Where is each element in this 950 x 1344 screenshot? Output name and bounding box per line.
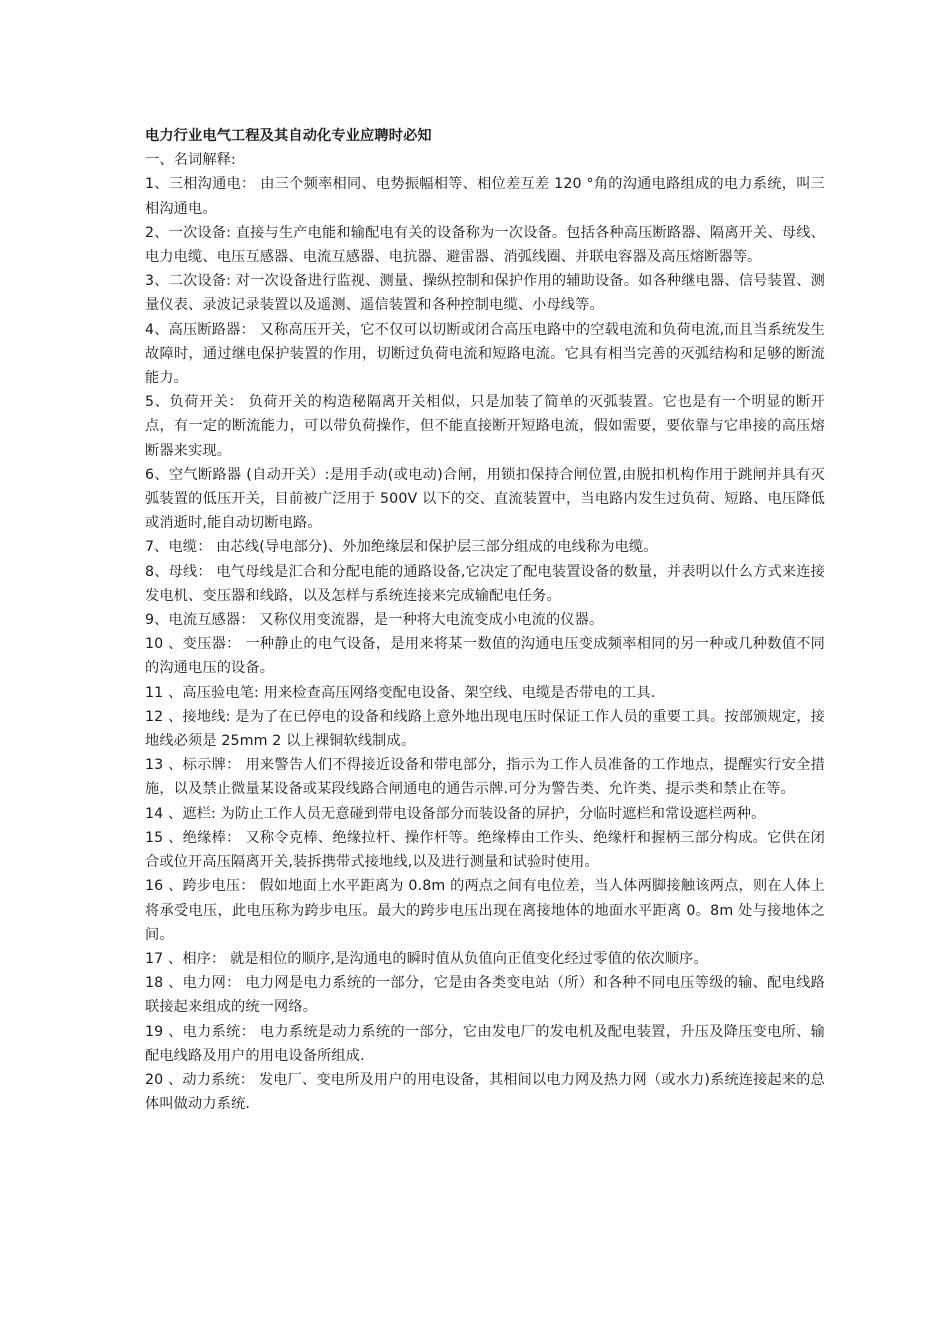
document-body [145,124,825,1116]
section-heading: 一、名词解释: [145,152,236,169]
definition-item-19: 19 、电力系统： 电力系统是动力系统的一部分，它由发电厂的发电机及配电装置，升压及降压变电所、输配电线路及用户的用电设备所组成. [145,1023,825,1064]
definition-item-20: 20 、动力系统： 发电厂、变电所及用户的用电设备，其相间以电力网及热力网（或水力)系统连接起来的总体叫做动力系统. [145,1071,825,1113]
definition-item-11: 11 、高压验电笔: 用来检查高压网络变配电设备、架空线、电缆是否带电的工具. [145,684,656,701]
definition-item-12: 12 、接地线: 是为了在已停电的设备和线路上意外地出现电压时保证工作人员的重要工具。按部颁规定，接地线必须是 25mm 2 以上裸铜软线制成。 [145,708,825,750]
definition-item-14: 14 、遮栏: 为防止工作人员无意碰到带电设备部分而装设备的屏护，分临时遮栏和常设遮栏两种。 [145,805,766,822]
definition-item-17: 17 、相序： 就是相位的顺序,是沟通电的瞬时值从负值向正值变化经过零值的依次顺序。 [145,950,708,967]
definition-item-1: 1、三相沟通电： 由三个频率相同、电势振幅相等、相位差互差 120 °角的沟通电路组成的电力系统，叫三相沟通电。 [145,176,825,217]
definition-item-13: 13 、标示牌： 用来警告人们不得接近设备和带电部分，指示为工作人员准备的工作地点，提醒实行安全措施，以及禁止微量某设备或某段线路合闸通电的通告示牌.可分为警告类、允许类、提示类和禁止在等。 [145,757,825,798]
definition-item-16: 16 、跨步电压： 假如地面上水平距离为 0.8m 的两点之间有电位差，当人体两脚接触该两点，则在人体上将承受电压，此电压称为跨步电压。最大的跨步电压出现在离接地体的地面水平距离 0。8m 处与接地体之间。 [145,878,825,943]
definition-item-3: 3、二次设备: 对一次设备进行监视、测量、操纵控制和保护作用的辅助设备。如各种继电器、信号装置、测量仪表、录波记录装置以及遥测、遥信装置和各种控制电缆、小母线等。 [145,273,825,314]
definition-item-6: 6、空气断路器 (自动开关）:是用手动(或电动)合闸，用锁扣保持合闸位置,由脱扣机构作用于跳闸并具有灭弧装置的低压开关，目前被广泛用于 500V 以下的交、直流装置中，当电路内发生过负荷、短路、电压降低或消逝时,能自动切断电路。 [145,466,825,532]
definition-item-15: 15 、绝缘棒： 又称令克棒、绝缘拉杆、操作杆等。绝缘棒由工作头、绝缘杆和握柄三部分构成。它供在闭合或位开高压隔离开关,装拆携带式接地线,以及进行测量和试验时使用。 [145,829,825,871]
definition-item-2: 2、一次设备: 直接与生产电能和输配电有关的设备称为一次设备。包括各种高压断路器、隔离开关、母线、电力电缆、电压互感器、电流互感器、电抗器、避雷器、消弧线圈、并联电容器及高压熔断器等。 [145,224,825,266]
definition-item-18: 18 、电力网： 电力网是电力系统的一部分，它是由各类变电站（所）和各种不同电压等级的输、配电线路联接起来组成的统一网络。 [145,975,825,1016]
definition-item-7: 7、电缆： 由芯线(导电部分)、外加绝缘层和保护层三部分组成的电线称为电缆。 [145,539,658,556]
definition-item-8: 8、母线： 电气母线是汇合和分配电能的通路设备,它决定了配电装置设备的数量，并表明以什么方式来连接发电机、变压器和线路，以及怎样与系统连接来完成输配电任务。 [145,563,825,604]
definition-item-9: 9、电流互感器： 又称仪用变流器，是一种将大电流变成小电流的仪器。 [145,612,604,629]
definition-item-4: 4、高压断路器： 又称高压开关，它不仅可以切断或闭合高压电路中的空载电流和负荷电流,而且当系统发生故障时，通过继电保护装置的作用，切断过负荷电流和短路电流。它具有相当完善的灭弧结构和足够的断流能力。 [145,321,825,387]
definition-item-5: 5、负荷开关： 负荷开关的构造秘隔离开关相似，只是加装了简单的灭弧装置。它也是有一个明显的断开点，有一定的断流能力，可以带负荷操作，但不能直接断开短路电流，假如需要，要依靠与它串接的高压熔断器来实现。 [145,394,825,459]
document-title: 电力行业电气工程及其自动化专业应聘时必知 [145,128,432,144]
definition-item-10: 10 、变压器： 一种静止的电气设备，是用来将某一数值的沟通电压变成频率相同的另一种或几种数值不同的沟通电压的设备。 [145,636,825,677]
